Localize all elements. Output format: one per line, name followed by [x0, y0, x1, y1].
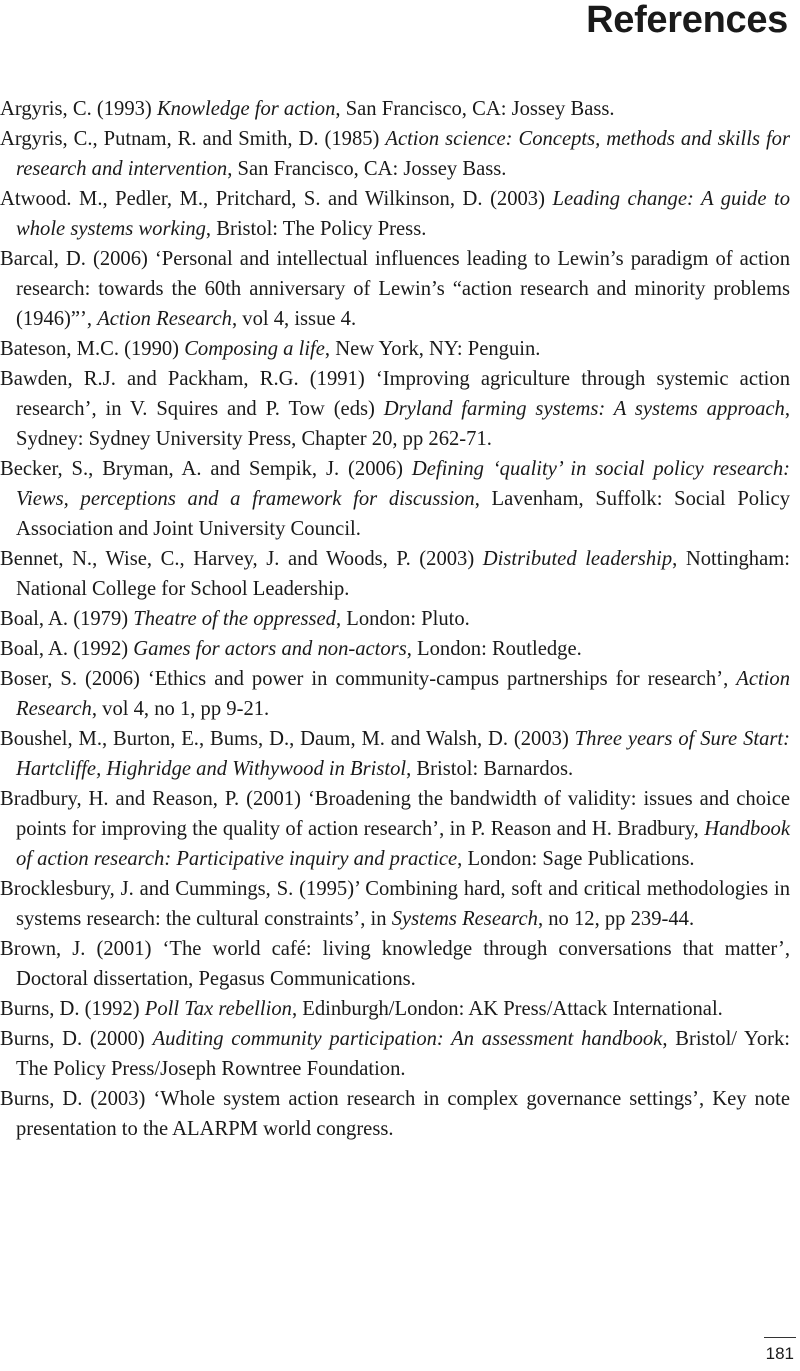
reference-text: Bennet, N., Wise, C., Harvey, J. and Woods, P. (2003) — [0, 548, 483, 570]
reference-text: , vol 4, no 1, pp 9-21. — [91, 698, 270, 720]
reference-entry — [0, 874, 790, 934]
reference-title: Leading change: A guide to whole systems working — [16, 188, 790, 240]
reference-entry — [0, 664, 790, 724]
reference-text: , San Francisco, CA: Jossey Bass. — [227, 158, 507, 180]
reference-title: Games for actors and non-actors — [133, 638, 407, 660]
reference-entry — [0, 1024, 790, 1084]
reference-title: Composing a life — [184, 338, 325, 360]
reference-entry — [0, 934, 790, 994]
reference-text: Burns, D. (1992) — [0, 998, 145, 1020]
reference-entry — [0, 994, 790, 1024]
reference-text: Atwood. M., Pedler, M., Pritchard, S. and Wilkinson, D. (2003) — [0, 188, 553, 210]
reference-text: Bateson, M.C. (1990) — [0, 338, 185, 360]
reference-text: Argyris, C. (1993) — [0, 98, 157, 120]
reference-list — [0, 94, 790, 1144]
reference-text: , London: Pluto. — [335, 608, 470, 630]
reference-text: Bradbury, H. and Reason, P. (2001) ‘Broadening the bandwidth of validity: issues and choice points for improving the quality of action research’, in P. Reason and H. Bradbury, — [0, 788, 790, 840]
reference-entry — [0, 724, 790, 784]
reference-text: , Nottingham: National College for School Leadership. — [16, 548, 790, 600]
reference-text: Becker, S., Bryman, A. and Sempik, J. (2006) — [0, 458, 412, 480]
reference-text: Barcal, D. (2006) ‘Personal and intellectual influences leading to Lewin’s paradigm of action research: towards the 60th anniversary of Lewin’s “action research and minority problems (1946)”’, — [0, 248, 790, 330]
page-number: 181 — [765, 1344, 794, 1363]
reference-entry — [0, 334, 790, 364]
reference-entry — [0, 1084, 790, 1144]
reference-text: Boushel, M., Burton, E., Bums, D., Daum, M. and Walsh, D. (2003) — [0, 728, 575, 750]
reference-title: Three years of Sure Start: Hartcliffe, Highridge and Withywood in Bristol — [16, 728, 790, 780]
reference-title: Dryland farming systems: A systems approach — [383, 398, 785, 420]
reference-text: , London: Sage Publications. — [457, 848, 695, 870]
reference-text: Argyris, C., Putnam, R. and Smith, D. (1985) — [0, 128, 386, 150]
reference-entry — [0, 604, 790, 634]
reference-text: , London: Routledge. — [406, 638, 582, 660]
reference-entry — [0, 124, 790, 184]
reference-text: , Bristol: Barnardos. — [406, 758, 574, 780]
reference-text: , Bristol/ York: The Policy Press/Joseph Rowntree Foundation. — [16, 1028, 790, 1080]
reference-text: , New York, NY: Penguin. — [324, 338, 541, 360]
reference-text: Boal, A. (1979) — [0, 608, 134, 630]
reference-title: Handbook of action research: Participative inquiry and practice — [16, 818, 790, 870]
reference-text: , Bristol: The Policy Press. — [205, 218, 427, 240]
reference-text: Burns, D. (2003) ‘Whole system action research in complex governance settings’, Key note presentation to the ALARPM world congress. — [0, 1088, 790, 1140]
reference-text: , no 12, pp 239-44. — [537, 908, 695, 930]
reference-title: Action Research — [97, 308, 232, 330]
reference-text: Burns, D. (2000) — [0, 1028, 153, 1050]
reference-entry — [0, 184, 790, 244]
reference-entry — [0, 544, 790, 604]
reference-title: Poll Tax rebellion — [144, 998, 292, 1020]
reference-entry — [0, 94, 790, 124]
reference-text: Bawden, R.J. and Packham, R.G. (1991) ‘Improving agriculture through systemic action research’, in V. Squires and P. Tow (eds) — [0, 368, 790, 420]
reference-entry — [0, 454, 790, 544]
page-heading: References — [586, 0, 788, 41]
reference-text: , San Francisco, CA: Jossey Bass. — [335, 98, 615, 120]
reference-text: , vol 4, issue 4. — [231, 308, 357, 330]
reference-text: Brown, J. (2001) ‘The world café: living knowledge through conversations that matter’, Doctoral dissertation, Pegasus Communications. — [0, 938, 790, 990]
reference-text: , Lavenham, Suffolk: Social Policy Association and Joint University Council. — [16, 488, 790, 540]
reference-title: Action science: Concepts, methods and skills for research and intervention — [16, 128, 790, 180]
reference-title: Theatre of the oppressed — [133, 608, 336, 630]
reference-entry — [0, 784, 790, 874]
reference-entry — [0, 634, 790, 664]
reference-title: Systems Research — [391, 908, 538, 930]
reference-title: Auditing community participation: An assessment handbook — [152, 1028, 663, 1050]
reference-text: Boal, A. (1992) — [0, 638, 134, 660]
reference-title: Action Research — [16, 668, 790, 720]
reference-title: Defining ‘quality’ in social policy research: Views, perceptions and a framework for discussion — [16, 458, 790, 510]
reference-title: Knowledge for action — [156, 98, 336, 120]
reference-text: , Edinburgh/London: AK Press/Attack International. — [291, 998, 723, 1020]
folio-rule — [764, 1337, 796, 1338]
reference-title: Distributed leadership — [482, 548, 673, 570]
reference-text: Brocklesbury, J. and Cummings, S. (1995)’ Combining hard, soft and critical methodologies in systems research: the cultural constraints’, in — [0, 878, 790, 930]
reference-entry — [0, 364, 790, 454]
reference-text: Boser, S. (2006) ‘Ethics and power in community-campus partnerships for research’, — [0, 668, 737, 690]
reference-text: , Sydney: Sydney University Press, Chapter 20, pp 262-71. — [16, 398, 790, 450]
reference-entry — [0, 244, 790, 334]
